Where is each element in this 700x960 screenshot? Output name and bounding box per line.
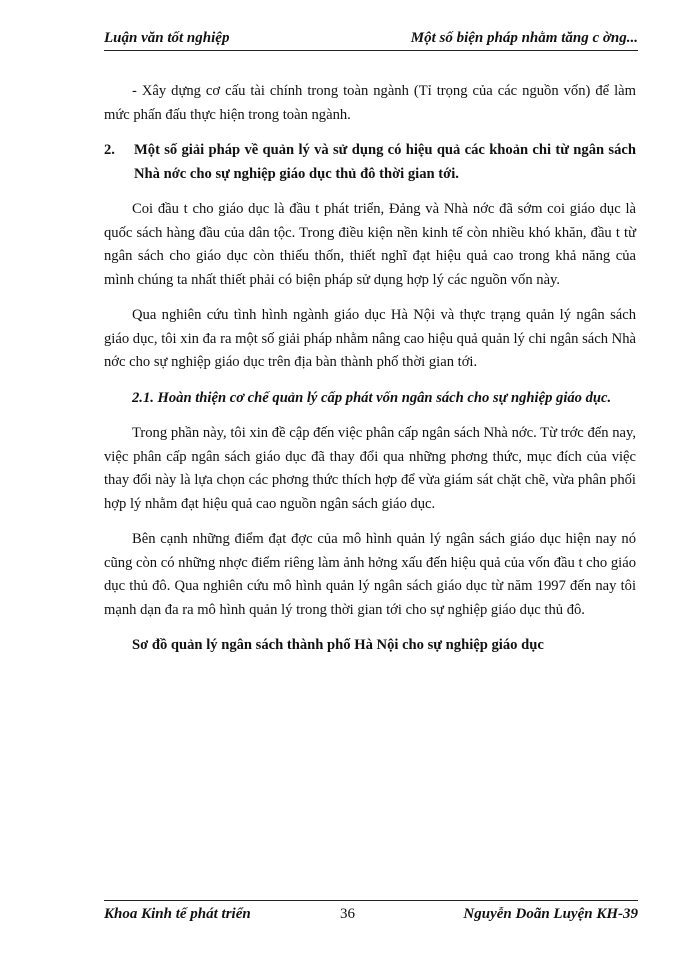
page-footer bbox=[104, 900, 638, 926]
header-thesis-title: Một số biện pháp nhằm tăng c ờng... bbox=[410, 30, 638, 46]
footer-faculty: Khoa Kinh tế phát triển bbox=[104, 906, 251, 922]
header-thesis-label: Luận văn tốt nghiệp bbox=[104, 30, 230, 46]
paragraph-1: Coi đầu t cho giáo dục là đầu t phát triển, Đảng và Nhà nớc đã sớm coi giáo dục là quốc sách hàng đầu của dân tộc. Trong điều kiện nền kinh tế còn nhiều khó khăn, đầu t từ ngân sách cho giáo dục còn thiếu thốn, thiết nghĩ đạt hiệu quả cao trong khả năng của mình chúng ta nhất thiết phải có biện pháp sử dụng hợp lý các nguồn vốn này. bbox=[104, 201, 636, 288]
paragraph-2: Qua nghiên cứu tình hình ngành giáo dục Hà Nội và thực trạng quản lý ngân sách giáo dục, tôi xin đa ra một số giải pháp nhằm nâng cao hiệu quả quản lý chi ngân sách Nhà nớc cho sự nghiệp giáo dục trên địa bàn thành phố thời gian tới. bbox=[104, 307, 636, 370]
page-header bbox=[104, 30, 638, 52]
section-2-heading bbox=[104, 139, 636, 186]
section-2-number: 2. bbox=[104, 142, 115, 158]
intro-bullet: - Xây dựng cơ cấu tài chính trong toàn ngành (Tỉ trọng của các nguồn vốn) để làm mức phấn đấu thực hiện trong toàn ngành. bbox=[104, 83, 636, 123]
paragraph-4: Bên cạnh những điểm đạt đợc của mô hình quản lý ngân sách giáo dục hiện nay nó cũng còn có những nhợc điểm riêng làm ảnh hởng xấu đến hiệu quả của vốn đầu t cho giáo dục thủ đô. Qua nghiên cứu mô hình quản lý ngân sách giáo dục từ năm 1997 đến nay tôi mạnh dạn đa ra mô hình quản lý trong thời gian tới cho sự nghiệp giáo dục thủ đô. bbox=[104, 531, 636, 618]
header-rule bbox=[104, 50, 638, 51]
footer-author: Nguyễn Doãn Luyện KH-39 bbox=[463, 906, 638, 922]
page-body bbox=[104, 80, 636, 658]
subsection-2-1-title: 2.1. Hoàn thiện cơ chế quản lý cấp phát vốn ngân sách cho sự nghiệp giáo dục. bbox=[132, 389, 612, 406]
page-number: 36 bbox=[340, 906, 355, 922]
section-2-title: Một số giải pháp về quản lý và sử dụng có hiệu quả các khoản chi từ ngân sách Nhà nớc cho sự nghiệp giáo dục thủ đô thời gian tới. bbox=[134, 142, 636, 182]
diagram-title: Sơ đồ quản lý ngân sách thành phố Hà Nội cho sự nghiệp giáo dục bbox=[132, 637, 544, 653]
paragraph-3: Trong phần này, tôi xin đề cập đến việc phân cấp ngân sách Nhà nớc. Từ trớc đến nay, việc phân cấp ngân sách giáo dục đã thay đổi qua những phơng thức, mục đích của việc thay đổi này là lựa chọn các phơng thức thích hợp để vừa giám sát chặt chẽ, vừa phân phối hợp lý nhằm đạt hiệu quả cao nguồn ngân sách giáo dục. bbox=[104, 425, 636, 512]
footer-rule bbox=[104, 900, 638, 901]
